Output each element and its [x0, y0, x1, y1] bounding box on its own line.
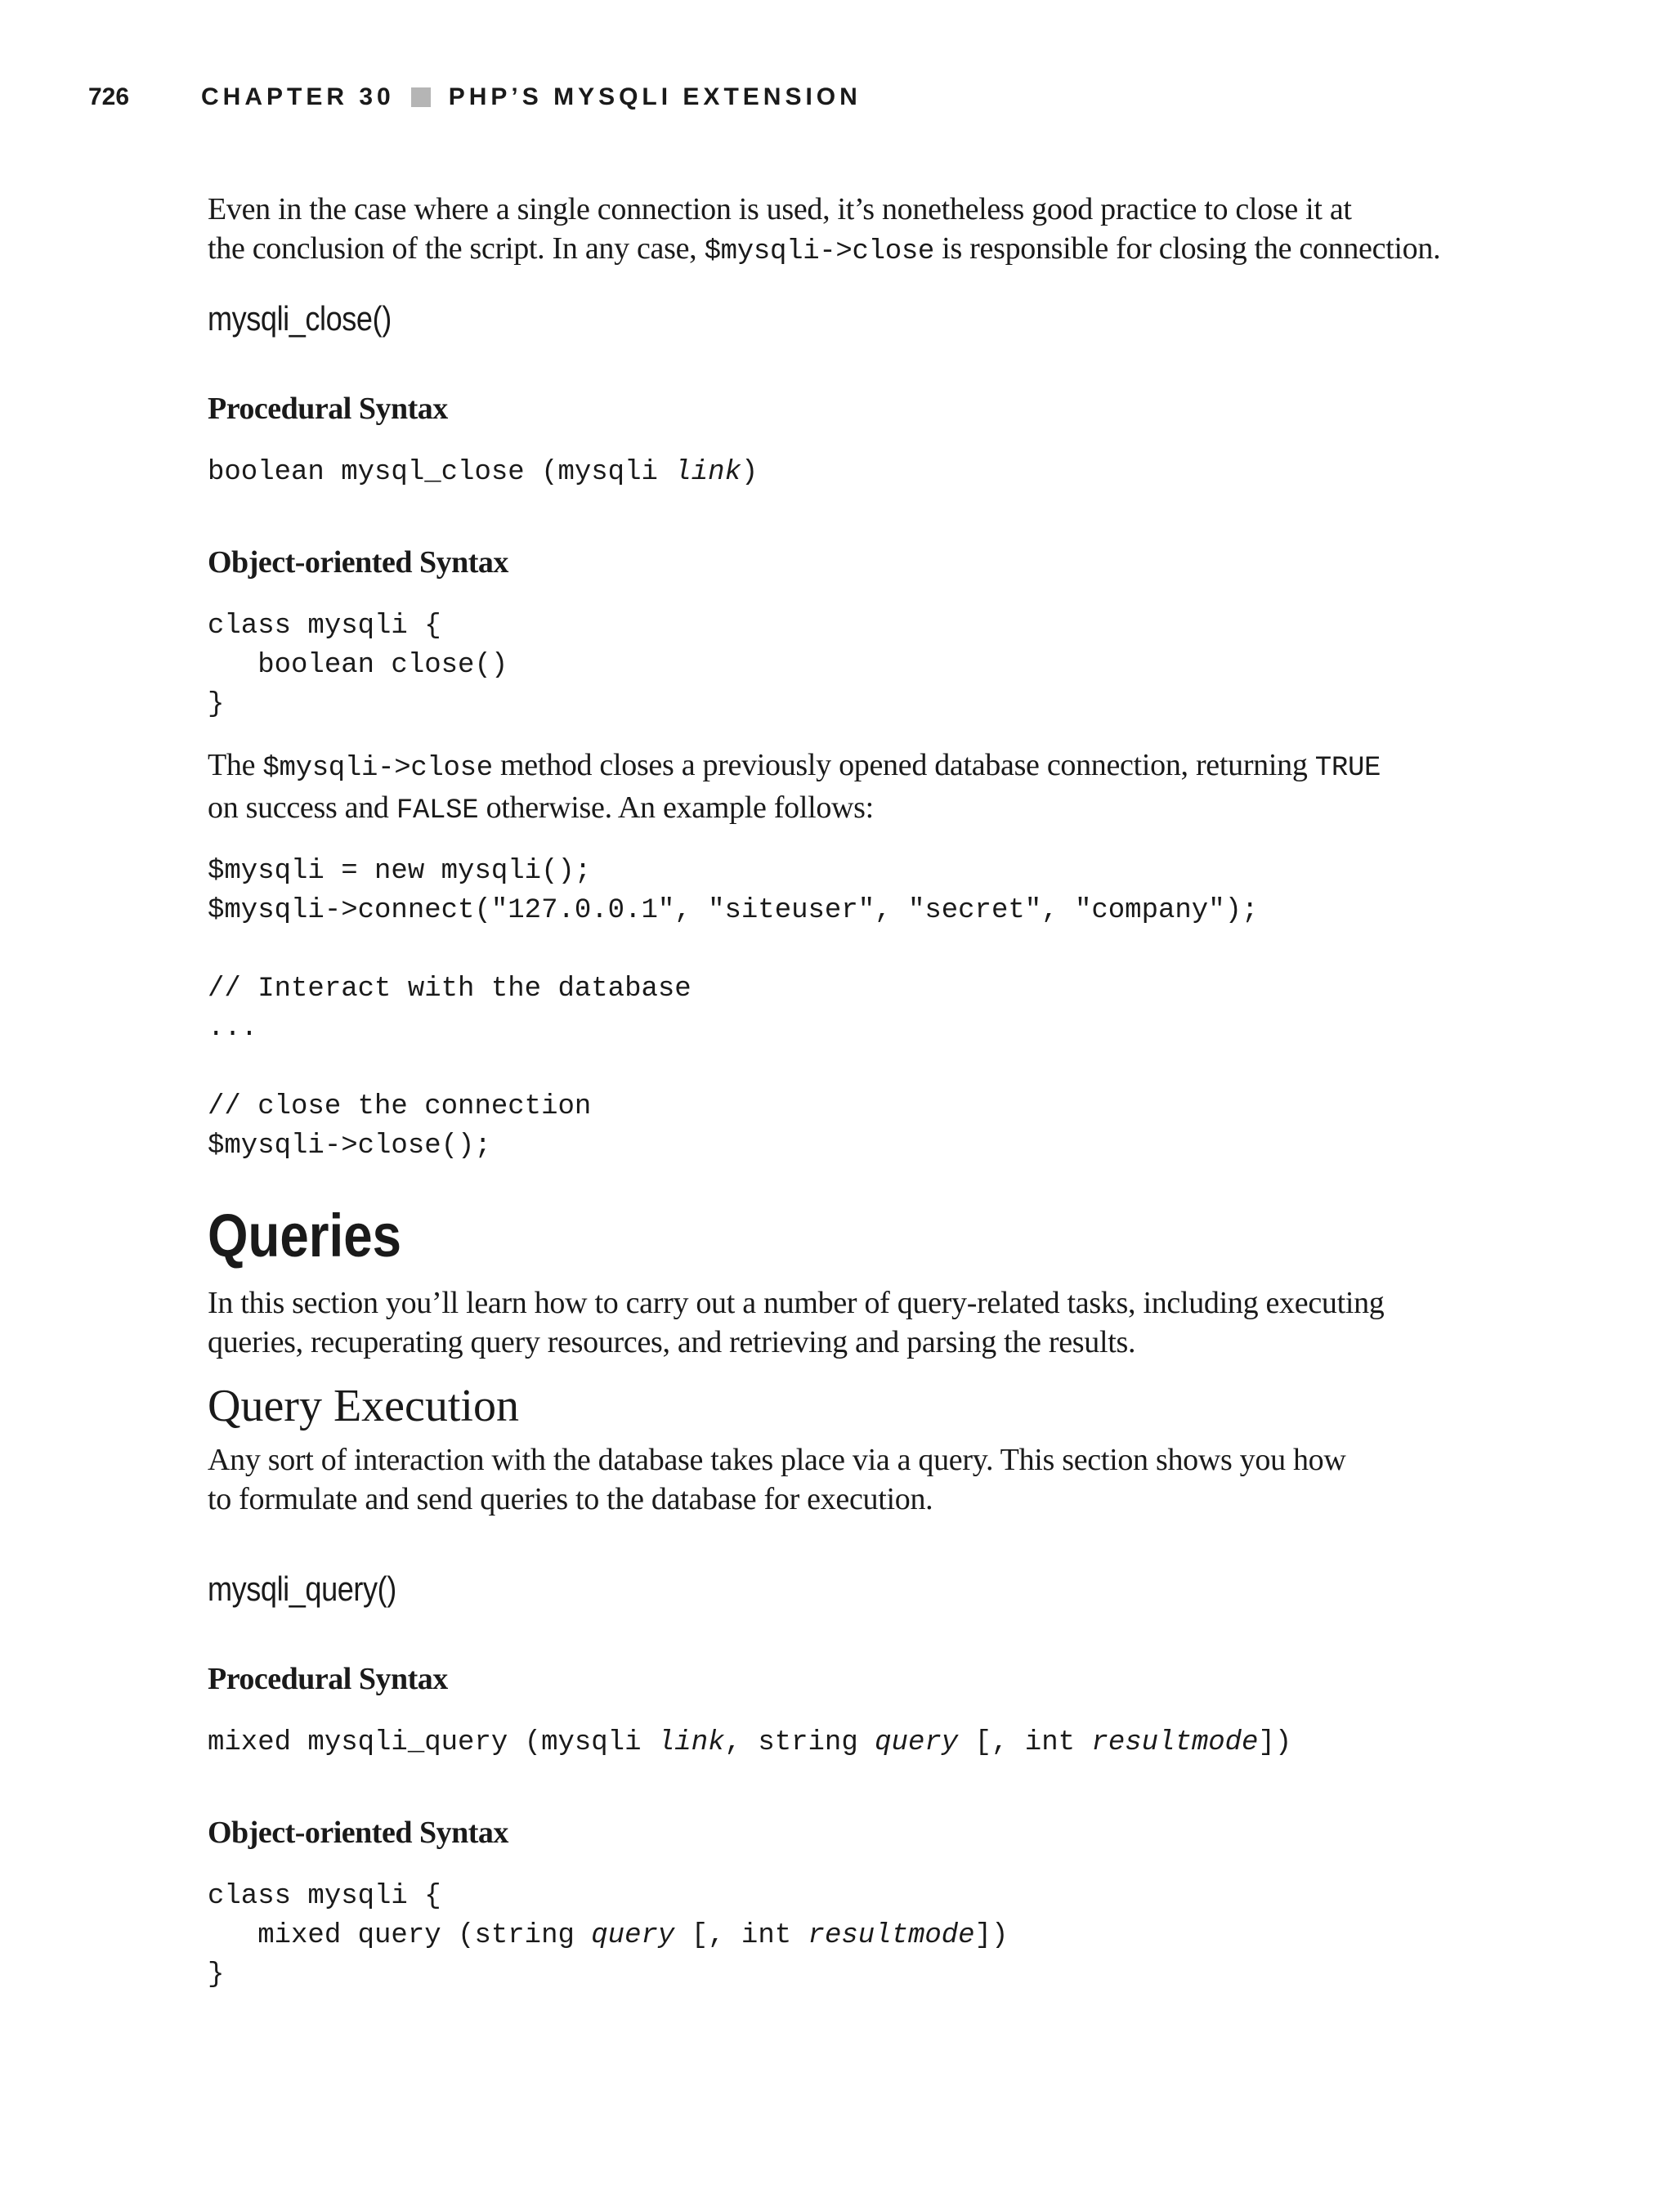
sig-text: boolean mysql_close (mysqli: [208, 457, 675, 488]
page-content: [208, 190, 1466, 1995]
query-execution-paragraph: [208, 1440, 1466, 1519]
mysqli-close-heading: mysqli_close(): [208, 299, 392, 338]
inline-code: $mysqli->close: [704, 236, 935, 267]
queries-line1: In this section you’ll learn how to carry out a number of query-related tasks, including executing: [208, 1286, 1385, 1320]
oo-line: }: [208, 1959, 225, 1990]
inline-code: TRUE: [1314, 753, 1381, 784]
code-line: // close the connection: [208, 1091, 592, 1122]
sig-text: [, int: [674, 1920, 808, 1951]
oo-line: [208, 1920, 1008, 1951]
chapter-title: PHP’S MYSQLI EXTENSION: [448, 83, 862, 110]
intro-line2-pre: the conclusion of the script. In any case,: [208, 231, 705, 266]
code-line: $mysqli->close();: [208, 1131, 491, 1162]
code-line: ...: [208, 1013, 258, 1044]
sig-param: query: [591, 1920, 675, 1951]
oo-line: boolean close(): [208, 650, 508, 681]
sig-text: mixed mysqli_query (mysqli: [208, 1727, 658, 1758]
page-number: 726: [88, 83, 130, 110]
query-execution-heading: Query Execution: [208, 1381, 519, 1431]
chapter-label: CHAPTER 30: [201, 83, 395, 110]
mysqli-query-heading: mysqli_query(): [208, 1569, 396, 1608]
running-head: [201, 83, 862, 111]
sig-param: link: [674, 457, 741, 488]
oo-line: }: [208, 689, 225, 720]
query-procedural-signature: [208, 1723, 1466, 1762]
qe-line2: to formulate and send queries to the database for execution.: [208, 1482, 933, 1516]
oo-syntax-label: Object-oriented Syntax: [208, 545, 508, 580]
oo-line: class mysqli {: [208, 1881, 441, 1912]
inline-code: $mysqli->close: [262, 753, 493, 784]
sig-param: query: [875, 1727, 959, 1758]
queries-heading: Queries: [208, 1202, 402, 1269]
inline-code: FALSE: [396, 795, 479, 826]
sig-text: ]): [974, 1920, 1009, 1951]
qe-line1: Any sort of interaction with the database takes place via a query. This section shows you how: [208, 1443, 1346, 1477]
oo-signature: [208, 607, 1466, 724]
sig-param: link: [657, 1727, 725, 1758]
intro-line1: Even in the case where a single connection is used, it’s nonetheless good practice to close it at: [208, 192, 1352, 226]
sig-text: [, int: [958, 1727, 1092, 1758]
queries-line2: queries, recuperating query resources, and retrieving and parsing the results.: [208, 1325, 1136, 1359]
oo-syntax-label: Object-oriented Syntax: [208, 1816, 508, 1850]
procedural-syntax-label: Procedural Syntax: [208, 1662, 448, 1696]
code-line: // Interact with the database: [208, 974, 692, 1005]
separator-square: [411, 87, 431, 107]
sig-param: resultmode: [1091, 1727, 1259, 1758]
desc-text: otherwise. An example follows:: [478, 790, 874, 825]
close-description: [208, 746, 1466, 831]
desc-text: The: [208, 748, 263, 782]
code-line: $mysqli = new mysqli();: [208, 856, 592, 887]
code-line: $mysqli->connect("127.0.0.1", "siteuser", "secret", "company");: [208, 895, 1259, 926]
intro-line2-post: is responsible for closing the connection.: [934, 231, 1441, 266]
oo-line: class mysqli {: [208, 611, 441, 642]
queries-intro: [208, 1283, 1466, 1362]
procedural-signature: [208, 453, 1466, 492]
sig-text: , string: [724, 1727, 875, 1758]
sig-text: mixed query (string: [208, 1920, 592, 1951]
close-example-code: [208, 852, 1466, 1166]
desc-text: on success and: [208, 790, 396, 825]
sig-end: ): [741, 457, 759, 488]
desc-text: method closes a previously opened database connection, returning: [492, 748, 1315, 782]
procedural-syntax-label: Procedural Syntax: [208, 392, 448, 426]
query-oo-signature: [208, 1877, 1466, 1995]
sig-param: resultmode: [808, 1920, 975, 1951]
sig-text: ]): [1258, 1727, 1292, 1758]
intro-paragraph: [208, 190, 1466, 271]
